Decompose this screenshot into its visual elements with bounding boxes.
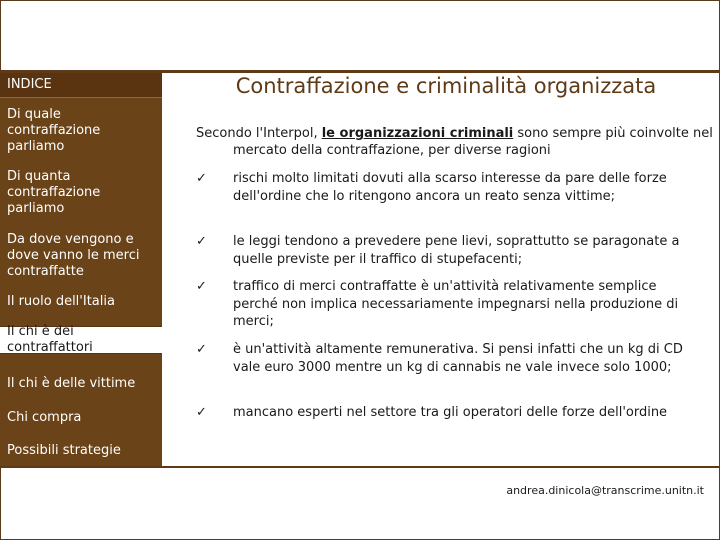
sidebar-item-quale-contraffazione[interactable]: Di quale contraffazione parliamo (7, 107, 101, 154)
bullet-text: le leggi tendono a prevedere pene lievi, soprattutto se paragonate a quelle previste per il traffico di stupefacenti; (233, 234, 680, 267)
intro-suffix: sono sempre più coinvolte nel mercato della contraffazione, per diverse ragioni (233, 126, 713, 158)
checkmark-icon: ✓ (196, 279, 207, 294)
sidebar-item-strategie[interactable]: Possibili strategie (7, 443, 121, 458)
sidebar-item-ruolo-italia[interactable]: Il ruolo dell'Italia (7, 294, 115, 309)
slide-title: Contraffazione e criminalità organizzata (235, 74, 657, 98)
bottom-divider (0, 466, 720, 468)
bullet-text: è un'attività altamente remunerativa. Si pensi infatti che un kg di CD vale euro 3000 mentre un kg di cannabis ne vale invece solo 1000; (233, 342, 683, 375)
sidebar-item-contraffattori[interactable]: Il chi è dei contraffattori (0, 326, 162, 354)
intro-highlight: le organizzazioni criminali (321, 126, 514, 141)
sidebar-item-provenienza-merci[interactable]: Da dove vengono e dove vanno le merci contraffatte (7, 232, 140, 279)
intro-paragraph (196, 125, 720, 159)
bullet-text: mancano esperti nel settore tra gli operatori delle forze dell'ordine (233, 405, 668, 420)
sidebar-item-quanta-contraffazione[interactable]: Di quanta contraffazione parliamo (7, 169, 101, 216)
sidebar-item-chi-compra[interactable]: Chi compra (7, 410, 82, 425)
footer-email: andrea.dinicola@transcrime.unitn.it (506, 484, 704, 497)
checkmark-icon: ✓ (196, 405, 207, 420)
sidebar-item-vittime[interactable]: Il chi è delle vittime (7, 376, 136, 391)
checkmark-icon: ✓ (196, 234, 207, 249)
sidebar-header-label: INDICE (7, 77, 52, 92)
bullet-text: traffico di merci contraffatte è un'attività relativamente semplice perché non implica necessariamente impegnarsi nella produzione di merci; (233, 279, 679, 329)
intro-prefix: Secondo l'Interpol, (196, 126, 322, 141)
checkmark-icon: ✓ (196, 342, 207, 357)
sidebar-header (0, 73, 162, 98)
bullet-text: rischi molto limitati dovuti alla scarso interesse da pare delle forze dell'ordine che lo ritengono ancora un reato senza vittime; (233, 171, 667, 204)
index-sidebar (0, 73, 162, 466)
checkmark-icon: ✓ (196, 171, 207, 186)
